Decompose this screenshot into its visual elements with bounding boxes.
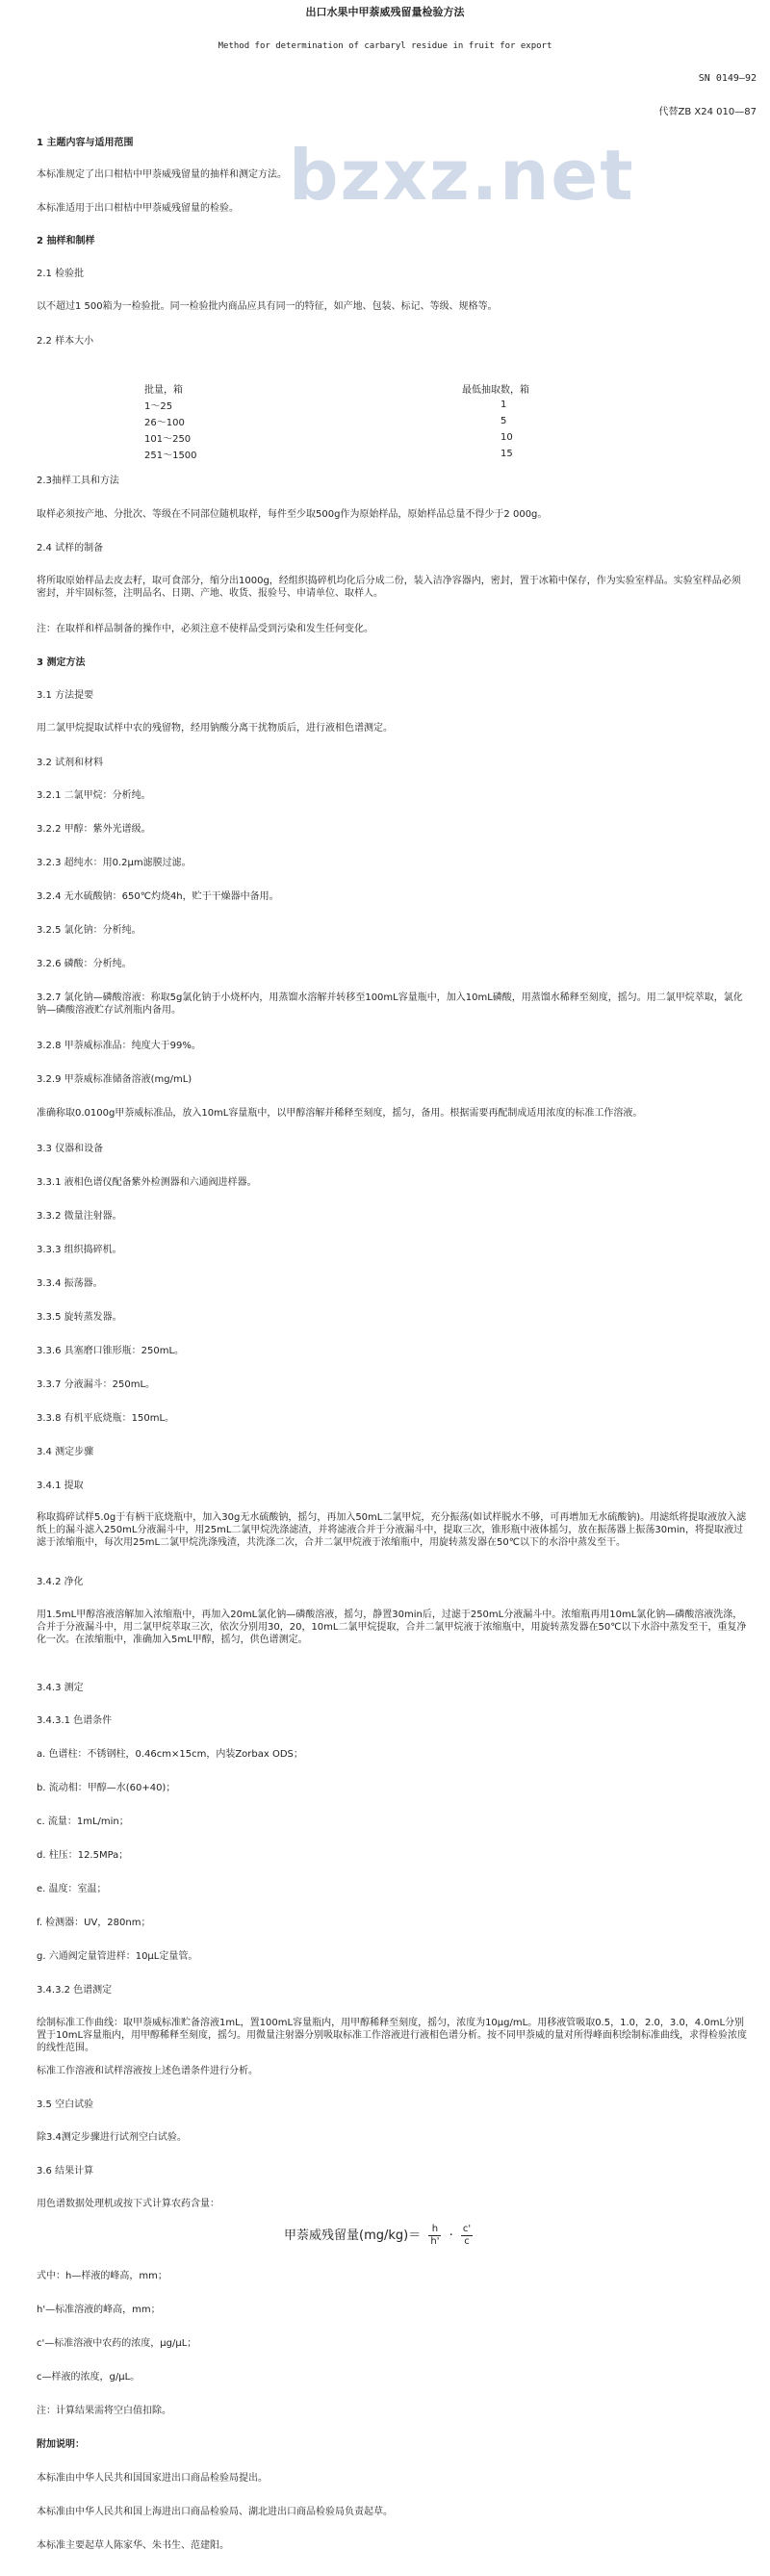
- table-header-cell: 最低抽取数，箱: [462, 385, 529, 396]
- equipment-3-3-4: 3.3.4 振荡器。: [37, 1278, 103, 1289]
- formula-where-3: c'—标准溶液中农药的浓度，μg/μL；: [37, 2338, 197, 2349]
- section-3-3-heading: 3.3 仪器和设备: [37, 1144, 104, 1154]
- section-3-heading: 3 测定方法: [37, 657, 86, 668]
- section-3-4-1-heading: 3.4.1 提取: [37, 1481, 84, 1491]
- equipment-3-3-3: 3.3.3 组织捣碎机。: [37, 1245, 122, 1255]
- formula-fraction-2-denominator: c: [464, 2236, 470, 2247]
- reagent-3-2-3: 3.2.3 超纯水：用0.2μm滤膜过滤。: [37, 858, 192, 868]
- section-3-4-3-2-heading: 3.4.3.2 色谱测定: [37, 1985, 113, 1996]
- section-3-4-2-paragraph: 用1.5mL甲醇溶液溶解加入浓缩瓶中，再加入20mL氯化钠—磷酸溶液，摇匀，静置30min后，过滤于250mL分液漏斗中。浓缩瓶再用10mL氯化钠—磷酸溶液洗涤，合并于分液漏斗中，用二氯甲烷萃取三次，依次分别用30，20，10mL二氯甲烷提取，合并二氯甲烷液于浓缩瓶中，用旋转蒸发器在50℃以下水浴中蒸发至干，重复净化一次。在浓缩瓶中，准确加入5mL甲醇，摇匀，供色谱测定。: [37, 1610, 747, 1645]
- section-3-4-1-paragraph: 称取捣碎试样5.0g于有柄干底烧瓶中，加入30g无水硫酸钠，摇匀，再加入50mL二氯甲烷，充分振荡(如试样脱水不够，可再增加无水硫酸钠)。用滤纸将提取液放入滤纸上的漏斗滤入250mL分液漏斗中，用25mL二氯甲烷洗涤滤渣，并将滤液合并于分液漏斗中，提取三次，锥形瓶中液体摇匀，放在振荡器上振荡30min，将提取液过滤于浓缩瓶中，每次用25mL二氯甲烷洗涤残渣，共洗涤二次，合并二氯甲烷液于浓缩瓶中，用旋转蒸发器在50℃以下的水浴中蒸发至干。: [37, 1512, 747, 1548]
- section-3-5-heading: 3.5 空白试验: [37, 2099, 94, 2110]
- condition-e: e. 温度：室温；: [37, 1884, 107, 1894]
- reagent-3-2-8: 3.2.8 甲萘威标准品：纯度大于99%。: [37, 1041, 201, 1051]
- reagent-3-2-9: 3.2.9 甲萘威标准储备溶液(mg/mL): [37, 1074, 192, 1085]
- table-cell: 5: [500, 416, 507, 426]
- section-3-4-3-1-heading: 3.4.3.1 色谱条件: [37, 1715, 113, 1726]
- section-3-4-2-heading: 3.4.2 净化: [37, 1577, 84, 1587]
- equipment-3-3-6: 3.3.6 具塞磨口锥形瓶：250mL。: [37, 1346, 185, 1356]
- section-2-heading: 2 抽样和制样: [37, 236, 95, 246]
- section-1-paragraph-1: 本标准规定了出口柑桔中甲萘威残留量的抽样和测定方法。: [37, 169, 287, 180]
- section-3-5-paragraph: 除3.4测定步骤进行试剂空白试验。: [37, 2132, 187, 2143]
- condition-f: f. 检测器：UV，280nm；: [37, 1918, 151, 1928]
- section-2-4-paragraph: 将所取原始样品去皮去籽，取可食部分，缩分出1000g，经组织捣碎机均化后分成二份，装入洁净容器内，密封，置于冰箱中保存，作为实验室样品。实验室样品必须密封，并牢固标签，注明品名、日期、产地、收货、报验号、申请单位、取样人。: [37, 576, 741, 599]
- appendix-line-1: 本标准由中华人民共和国国家进出口商品检验局提出。: [37, 2473, 268, 2484]
- equipment-3-3-2: 3.3.2 微量注射器。: [37, 1211, 122, 1222]
- formula-lhs: 甲萘威残留量(mg/kg)＝: [284, 2228, 422, 2243]
- condition-a: a. 色谱柱：不锈钢柱，0.46cm×15cm，内装Zorbax ODS；: [37, 1749, 303, 1760]
- calculation-formula: [284, 2224, 476, 2248]
- equipment-3-3-7: 3.3.7 分液漏斗：250mL。: [37, 1379, 156, 1390]
- formula-fraction-2-numerator: c': [462, 2224, 472, 2234]
- document-title: 出口水果中甲萘威残留量检验方法: [305, 6, 465, 18]
- section-3-1-heading: 3.1 方法提要: [37, 690, 94, 701]
- equipment-3-3-8: 3.3.8 有机平底烧瓶：150mL。: [37, 1413, 175, 1424]
- document-subtitle: Method for determination of carbaryl residue in fruit for export: [218, 41, 552, 51]
- equipment-3-3-5: 3.3.5 旋转蒸发器。: [37, 1312, 122, 1323]
- table-cell: 251～1500: [144, 451, 197, 461]
- table-cell: 101～250: [144, 434, 192, 445]
- table-header-row: [144, 380, 529, 397]
- reagent-3-2-7: 3.2.7 氯化钠—磷酸溶液：称取5g氯化钠于小烧杯内，用蒸馏水溶解并转移至100mL容量瓶中，加入10mL磷酸，用蒸馏水稀释至刻度，摇匀。用二氯甲烷萃取，氯化钠—磷酸溶液贮存试剂瓶内备用。: [37, 992, 743, 1016]
- section-3-4-3-2-paragraph-2: 标准工作溶液和试样溶液按上述色谱条件进行分析。: [37, 2066, 258, 2076]
- formula-fraction-1: [428, 2224, 441, 2248]
- formula-where-4: c—样液的浓度，g/μL。: [37, 2372, 141, 2383]
- formula-fraction-1-numerator: h: [428, 2224, 441, 2236]
- table-cell: 10: [500, 432, 513, 443]
- section-2-4-heading: 2.4 试样的制备: [37, 543, 104, 554]
- table-cell: 1: [500, 399, 507, 410]
- section-3-1-paragraph: 用二氯甲烷提取试样中农的残留物，经用钠酸分离干扰物质后，进行液相色谱测定。: [37, 723, 393, 734]
- section-3-6-paragraph: 用色谱数据处理机或按下式计算农药含量：: [37, 2199, 219, 2209]
- section-3-2-heading: 3.2 试剂和材料: [37, 758, 104, 768]
- table-row: [144, 429, 529, 446]
- appendix-line-2: 本标准由中华人民共和国上海进出口商品检验局、湖北进出口商品检验局负责起草。: [37, 2507, 393, 2517]
- section-3-4-heading: 3.4 测定步骤: [37, 1447, 94, 1457]
- section-2-3-heading: 2.3抽样工具和方法: [37, 476, 119, 486]
- formula-fraction-2: [461, 2224, 473, 2248]
- sample-size-table: [144, 380, 529, 462]
- reagent-3-2-6: 3.2.6 磷酸：分析纯。: [37, 959, 132, 969]
- replaces-standard: 代替ZB X24 010—87: [658, 107, 757, 117]
- formula-times: ·: [449, 2228, 453, 2243]
- reagent-3-2-9-paragraph: 准确称取0.0100g甲萘威标准品，放入10mL容量瓶中，以甲醇溶解并稀释至刻度，摇匀，备用。根据需要再配制成适用浓度的标准工作溶液。: [37, 1108, 643, 1119]
- formula-where-1: 式中：h—样液的峰高，mm；: [37, 2271, 167, 2281]
- table-row: [144, 446, 529, 462]
- section-1-heading: 1 主题内容与适用范围: [37, 138, 134, 148]
- reagent-3-2-5: 3.2.5 氯化钠：分析纯。: [37, 925, 141, 936]
- table-row: [144, 397, 529, 413]
- condition-c: c. 流量：1mL/min；: [37, 1816, 129, 1827]
- section-2-3-paragraph: 取样必须按产地、分批次、等级在不同部位随机取样，每件至少取500g作为原始样品，原始样品总量不得少于2 000g。: [37, 509, 548, 520]
- appendix-line-3: 本标准主要起草人陈家华、朱书生、范建阳。: [37, 2540, 229, 2551]
- table-cell: 26～100: [144, 418, 185, 428]
- formula-note: 注：计算结果需将空白值扣除。: [37, 2406, 171, 2416]
- section-1-paragraph-2: 本标准适用于出口柑桔中甲萘威残留量的检验。: [37, 203, 239, 214]
- condition-b: b. 流动相：甲醇—水(60+40)；: [37, 1783, 176, 1793]
- section-3-4-3-2-paragraph: 绘制标准工作曲线：取甲萘威标准贮备溶液1mL，置100mL容量瓶内，用甲醇稀释至刻度，摇匀，浓度为10μg/mL。用移液管吸取0.5，1.0，2.0，3.0，4.0mL分别置于10mL容量瓶内，用甲醇稀释至刻度，摇匀。用微量注射器分别吸取标准工作溶液进行液相色谱分析。按不同甲萘威的量对所得峰面积绘制标准曲线，求得检验浓度的线性范围。: [37, 2018, 748, 2053]
- section-2-4-note: 注：在取样和样品制备的操作中，必须注意不使样品受到污染和发生任何变化。: [37, 624, 373, 634]
- section-2-1-paragraph: 以不超过1 500箱为一检验批。同一检验批内商品应具有同一的特征，如产地、包装、标记、等级、规格等。: [37, 301, 498, 312]
- formula-fraction-1-denominator: h': [430, 2236, 440, 2247]
- section-3-6-heading: 3.6 结果计算: [37, 2166, 94, 2177]
- reagent-3-2-1: 3.2.1 二氯甲烷：分析纯。: [37, 790, 151, 801]
- section-3-4-3-heading: 3.4.3 测定: [37, 1683, 84, 1693]
- table-cell: 15: [500, 449, 513, 459]
- table-header-cell: 批量，箱: [144, 385, 183, 396]
- equipment-3-3-1: 3.3.1 液相色谱仪配备紫外检测器和六通阀进样器。: [37, 1177, 257, 1188]
- standard-number: SN 0149—92: [698, 73, 757, 84]
- condition-g: g. 六通阀定量管进样：10μL定量管。: [37, 1951, 198, 1962]
- section-2-1-heading: 2.1 检验批: [37, 269, 85, 279]
- reagent-3-2-4: 3.2.4 无水硫酸钠：650℃灼烧4h，贮于干燥器中备用。: [37, 891, 279, 902]
- table-cell: 1～25: [144, 401, 173, 412]
- reagent-3-2-2: 3.2.2 甲醇：紫外光谱级。: [37, 824, 151, 835]
- formula-where-2: h'—标准溶液的峰高，mm；: [37, 2305, 161, 2315]
- watermark: bzxz.net: [289, 135, 635, 216]
- appendix-heading: 附加说明：: [37, 2439, 85, 2450]
- condition-d: d. 柱压：12.5MPa；: [37, 1850, 129, 1861]
- table-row: [144, 413, 529, 429]
- section-2-2-heading: 2.2 样本大小: [37, 336, 94, 347]
